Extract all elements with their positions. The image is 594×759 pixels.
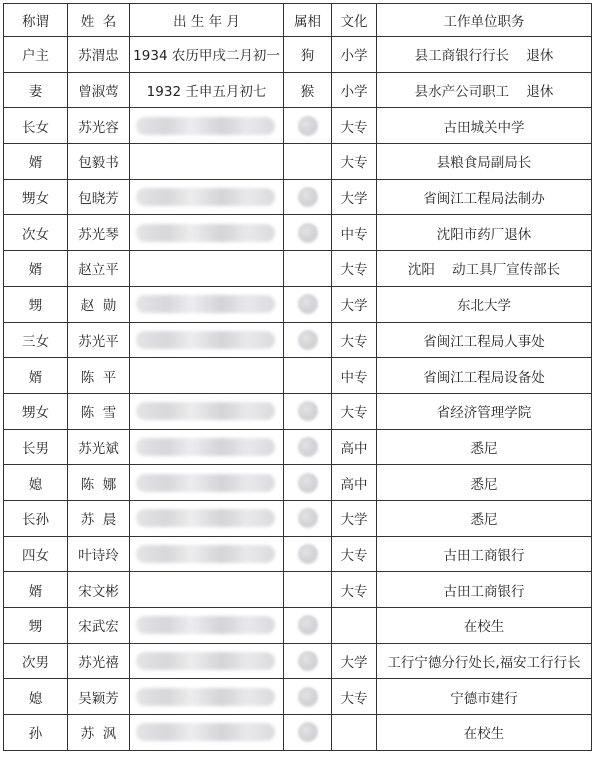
job-cell: 古田工商银行 <box>377 536 592 572</box>
name-cell: 叶诗玲 <box>68 536 130 572</box>
job-cell: 古田工商银行 <box>377 572 592 608</box>
zodiac-cell: 猴 <box>284 72 332 108</box>
relation-cell: 甥 <box>4 608 68 644</box>
redacted-birth-blur <box>136 474 275 492</box>
table-row <box>4 608 592 644</box>
redacted-zodiac-blur <box>298 437 318 457</box>
redacted-birth-blur <box>136 438 275 456</box>
relation-cell: 长孙 <box>4 500 68 536</box>
redacted-birth-blur <box>136 188 275 206</box>
education-cell: 大专 <box>332 393 377 429</box>
education-cell: 大专 <box>332 322 377 358</box>
redacted-zodiac-blur <box>298 687 318 707</box>
birth-date-cell <box>130 322 284 358</box>
job-cell: 县粮食局副局长 <box>377 144 592 180</box>
redacted-birth-blur <box>136 616 275 634</box>
relation-cell: 甥女 <box>4 179 68 215</box>
relation-cell: 婿 <box>4 572 68 608</box>
redacted-birth-blur <box>136 224 275 242</box>
table-row <box>4 251 592 287</box>
table-row <box>4 286 592 322</box>
birth-date-cell <box>130 536 284 572</box>
relation-cell: 妻 <box>4 72 68 108</box>
header-name: 姓 名 <box>68 4 130 37</box>
relation-cell: 媳 <box>4 465 68 501</box>
birth-date-cell <box>130 215 284 251</box>
table-row <box>4 179 592 215</box>
birth-date-cell <box>130 679 284 715</box>
zodiac-cell <box>284 572 332 608</box>
redacted-zodiac-blur <box>298 401 318 421</box>
education-cell: 小学 <box>332 37 377 73</box>
job-cell: 县工商银行行长 退休 <box>377 37 592 73</box>
redacted-birth-blur <box>136 295 275 313</box>
table-row <box>4 37 592 73</box>
birth-date-cell <box>130 572 284 608</box>
relation-cell: 长女 <box>4 108 68 144</box>
relation-cell: 婿 <box>4 358 68 394</box>
family-table <box>3 3 592 751</box>
name-cell: 苏光容 <box>68 108 130 144</box>
birth-date-cell <box>130 251 284 287</box>
redacted-zodiac-blur <box>298 615 318 635</box>
relation-cell: 次女 <box>4 215 68 251</box>
name-cell: 陈 娜 <box>68 465 130 501</box>
job-cell: 省闽江工程局设备处 <box>377 358 592 394</box>
name-cell: 苏 沨 <box>68 715 130 751</box>
zodiac-cell <box>284 215 332 251</box>
header-zodiac: 属相 <box>284 4 332 37</box>
zodiac-cell <box>284 322 332 358</box>
table-row <box>4 536 592 572</box>
zodiac-cell <box>284 251 332 287</box>
education-cell: 中专 <box>332 358 377 394</box>
redacted-birth-blur <box>136 545 275 563</box>
birth-date-cell <box>130 286 284 322</box>
table-row <box>4 72 592 108</box>
birth-date-cell <box>130 465 284 501</box>
relation-cell: 次男 <box>4 643 68 679</box>
name-cell: 苏 晨 <box>68 500 130 536</box>
redacted-birth-blur <box>136 117 275 135</box>
redacted-birth-blur <box>136 509 275 527</box>
relation-cell: 媳 <box>4 679 68 715</box>
header-row <box>4 4 592 37</box>
education-cell: 大专 <box>332 536 377 572</box>
relation-cell: 婿 <box>4 144 68 180</box>
job-cell: 在校生 <box>377 715 592 751</box>
education-cell: 大专 <box>332 679 377 715</box>
name-cell: 宋武宏 <box>68 608 130 644</box>
redacted-zodiac-blur <box>298 473 318 493</box>
job-cell: 省闽江工程局法制办 <box>377 179 592 215</box>
birth-date-cell <box>130 108 284 144</box>
zodiac-cell <box>284 108 332 144</box>
redacted-birth-blur <box>136 331 275 349</box>
zodiac-cell <box>284 465 332 501</box>
relation-cell: 户主 <box>4 37 68 73</box>
name-cell: 宋文彬 <box>68 572 130 608</box>
education-cell: 大学 <box>332 643 377 679</box>
relation-cell: 甥 <box>4 286 68 322</box>
redacted-birth-blur <box>136 723 275 741</box>
relation-cell: 婿 <box>4 251 68 287</box>
table-row <box>4 429 592 465</box>
job-cell: 省经济管理学院 <box>377 393 592 429</box>
birth-date-cell <box>130 715 284 751</box>
redacted-zodiac-blur <box>298 651 318 671</box>
zodiac-cell <box>284 643 332 679</box>
zodiac-cell <box>284 179 332 215</box>
table-body <box>4 37 592 751</box>
job-cell: 东北大学 <box>377 286 592 322</box>
job-cell: 沈阳市药厂退休 <box>377 215 592 251</box>
birth-date-cell <box>130 179 284 215</box>
table-row <box>4 144 592 180</box>
name-cell: 苏光平 <box>68 322 130 358</box>
family-register <box>3 3 592 751</box>
name-cell: 苏光琴 <box>68 215 130 251</box>
job-cell: 沈阳 动工具厂宣传部长 <box>377 251 592 287</box>
zodiac-cell <box>284 144 332 180</box>
table-row <box>4 679 592 715</box>
redacted-zodiac-blur <box>298 294 318 314</box>
redacted-zodiac-blur <box>298 722 318 742</box>
education-cell: 小学 <box>332 72 377 108</box>
birth-date-cell <box>130 429 284 465</box>
redacted-birth-blur <box>136 402 275 420</box>
redacted-birth-blur <box>136 688 275 706</box>
table-row <box>4 500 592 536</box>
header-title: 称谓 <box>4 4 68 37</box>
job-cell: 悉尼 <box>377 465 592 501</box>
name-cell: 赵 勋 <box>68 286 130 322</box>
redacted-zodiac-blur <box>298 187 318 207</box>
job-cell: 悉尼 <box>377 429 592 465</box>
zodiac-cell <box>284 500 332 536</box>
name-cell: 包毅书 <box>68 144 130 180</box>
birth-date-cell <box>130 393 284 429</box>
name-cell: 苏光禧 <box>68 643 130 679</box>
education-cell: 高中 <box>332 429 377 465</box>
job-cell: 省闽江工程局人事处 <box>377 322 592 358</box>
name-cell: 苏光斌 <box>68 429 130 465</box>
education-cell: 大学 <box>332 286 377 322</box>
education-cell: 中专 <box>332 215 377 251</box>
name-cell: 曾淑莺 <box>68 72 130 108</box>
table-row <box>4 358 592 394</box>
education-cell <box>332 608 377 644</box>
table-row <box>4 465 592 501</box>
zodiac-cell <box>284 608 332 644</box>
zodiac-cell <box>284 429 332 465</box>
education-cell: 高中 <box>332 465 377 501</box>
header-birth: 出 生 年 月 <box>130 4 284 37</box>
zodiac-cell <box>284 679 332 715</box>
redacted-birth-blur <box>136 652 275 670</box>
birth-date-cell <box>130 144 284 180</box>
table-row <box>4 215 592 251</box>
birth-date-cell <box>130 358 284 394</box>
redacted-zodiac-blur <box>298 544 318 564</box>
relation-cell: 四女 <box>4 536 68 572</box>
zodiac-cell <box>284 536 332 572</box>
relation-cell: 孙 <box>4 715 68 751</box>
name-cell: 苏渭忠 <box>68 37 130 73</box>
table-row <box>4 322 592 358</box>
redacted-zodiac-blur <box>298 508 318 528</box>
birth-date-cell <box>130 500 284 536</box>
education-cell: 大专 <box>332 572 377 608</box>
education-cell: 大学 <box>332 500 377 536</box>
table-row <box>4 715 592 751</box>
zodiac-cell <box>284 286 332 322</box>
job-cell: 悉尼 <box>377 500 592 536</box>
name-cell: 包晓芳 <box>68 179 130 215</box>
table-row <box>4 108 592 144</box>
birth-date-cell: 1932 壬申五月初七 <box>130 72 284 108</box>
table-row <box>4 643 592 679</box>
name-cell: 吴颖芳 <box>68 679 130 715</box>
zodiac-cell: 狗 <box>284 37 332 73</box>
table-row <box>4 393 592 429</box>
redacted-zodiac-blur <box>298 116 318 136</box>
job-cell: 县水产公司职工 退休 <box>377 72 592 108</box>
relation-cell: 长男 <box>4 429 68 465</box>
job-cell: 古田城关中学 <box>377 108 592 144</box>
job-cell: 在校生 <box>377 608 592 644</box>
redacted-zodiac-blur <box>298 330 318 350</box>
name-cell: 陈 平 <box>68 358 130 394</box>
header-education: 文化 <box>332 4 377 37</box>
job-cell: 工行宁德分行处长,福安工行行长 <box>377 643 592 679</box>
education-cell: 大学 <box>332 179 377 215</box>
education-cell: 大专 <box>332 108 377 144</box>
relation-cell: 甥女 <box>4 393 68 429</box>
relation-cell: 三女 <box>4 322 68 358</box>
education-cell: 大专 <box>332 144 377 180</box>
job-cell: 宁德市建行 <box>377 679 592 715</box>
zodiac-cell <box>284 715 332 751</box>
zodiac-cell <box>284 393 332 429</box>
redacted-zodiac-blur <box>298 223 318 243</box>
name-cell: 陈 雪 <box>68 393 130 429</box>
birth-date-cell: 1934 农历甲戌二月初一 <box>130 37 284 73</box>
education-cell: 大专 <box>332 251 377 287</box>
education-cell <box>332 715 377 751</box>
name-cell: 赵立平 <box>68 251 130 287</box>
zodiac-cell <box>284 358 332 394</box>
birth-date-cell <box>130 608 284 644</box>
table-row <box>4 572 592 608</box>
birth-date-cell <box>130 643 284 679</box>
header-job: 工作单位职务 <box>377 4 592 37</box>
